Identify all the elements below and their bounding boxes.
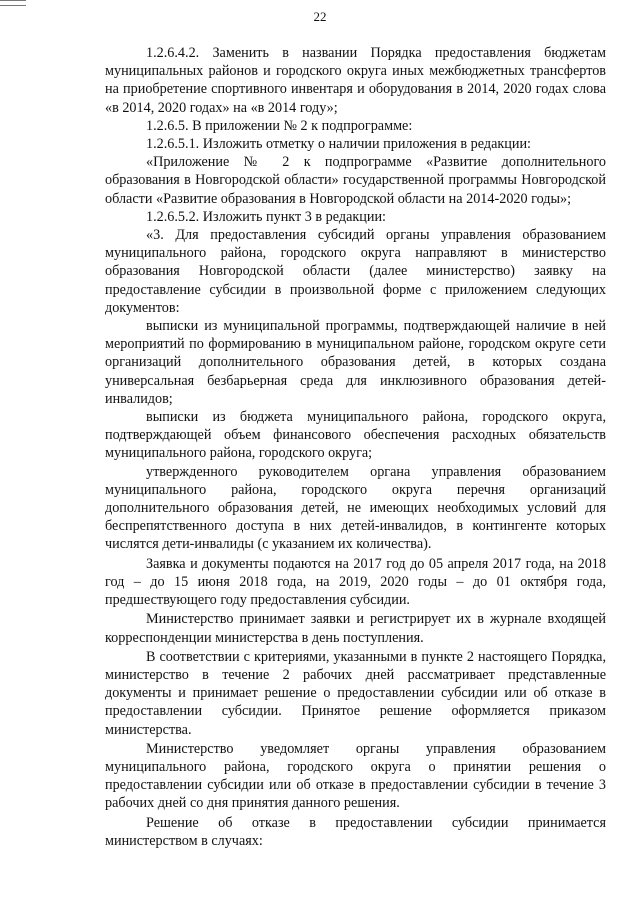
document-body	[105, 44, 606, 850]
paragraph: утвержденного руководителем органа управления образованием муниципального района, городского округа перечня организаций дополнительного образования детей, не имеющих необходимых условий для беспрепятственного доступа в них детей-инвалидов, в контингенте которых числятся дети-инвалиды (с указанием их количества).	[105, 463, 606, 553]
paragraph: Министерство принимает заявки и регистрирует их в журнале входящей корреспонденции министерства в день поступления.	[105, 611, 606, 646]
paragraph: 1.2.6.4.2. Заменить в названии Порядка предоставления бюджетам муниципальных районов и городского округа иных межбюджетных трансфертов на приобретение спортивного инвентаря и оборудования в 2014, 2020 годах слова «в 2014, 2020 годах» на «в 2014 году»;	[105, 45, 606, 116]
paragraph: В соответствии с критериями, указанными в пункте 2 настоящего Порядка, министерство в течение 2 рабочих дней рассматривает представленные документы и принимает решение о предоставлении субсидии или об отказе в предоставлении субсидии. Принятое решение оформляется приказом министерства.	[105, 648, 606, 738]
paragraph: Заявка и документы подаются на 2017 год до 05 апреля 2017 года, на 2018 год – до 15 июня 2018 года, на 2019, 2020 годы – до 01 октября года, предшествующего году предоставления субсидии.	[105, 555, 606, 609]
paragraph: выписки из муниципальной программы, подтверждающей наличие в ней мероприятий по формированию в муниципальном районе, городском округе сети организаций дополнительного образования детей, в которых создана универсальная безбарьерная среда для инклюзивного образования детей-инвалидов;	[105, 318, 606, 407]
paragraph: 1.2.6.5.1. Изложить отметку о наличии приложения в редакции:	[146, 136, 531, 153]
page-number: 22	[313, 9, 327, 24]
paragraph: Решение об отказе в предоставлении субсидии принимается министерством в случаях:	[105, 814, 606, 849]
paragraph: Министерство уведомляет органы управления образованием муниципального района, городского округа о принятии решения о предоставлении субсидии или об отказе в предоставлении субсидии в течение 3 рабочих дней со дня принятия данного решения.	[105, 740, 606, 812]
paragraph: «Приложение № 2 к подпрограмме «Развитие дополнительного образования в Новгородской области» государственной программы Новгородской области «Развитие образования в Новгородской области на 2014-2020 годы»;	[105, 154, 606, 207]
paragraph: выписки из бюджета муниципального района, городского округа, подтверждающей объем финансового обеспечения расходных обязательств муниципального района, городского округа;	[105, 409, 606, 462]
corner-mark	[0, 0, 26, 6]
paragraph: «3. Для предоставления субсидий органы управления образованием муниципального района, городского округа направляют в министерство образования Новгородской области (далее министерство) заявку на предоставление субсидии в произвольной форме с приложением следующих документов:	[105, 227, 606, 316]
paragraph: 1.2.6.5.2. Изложить пункт 3 в редакции:	[146, 208, 386, 225]
paragraph: 1.2.6.5. В приложении № 2 к подпрограмме:	[146, 117, 413, 134]
